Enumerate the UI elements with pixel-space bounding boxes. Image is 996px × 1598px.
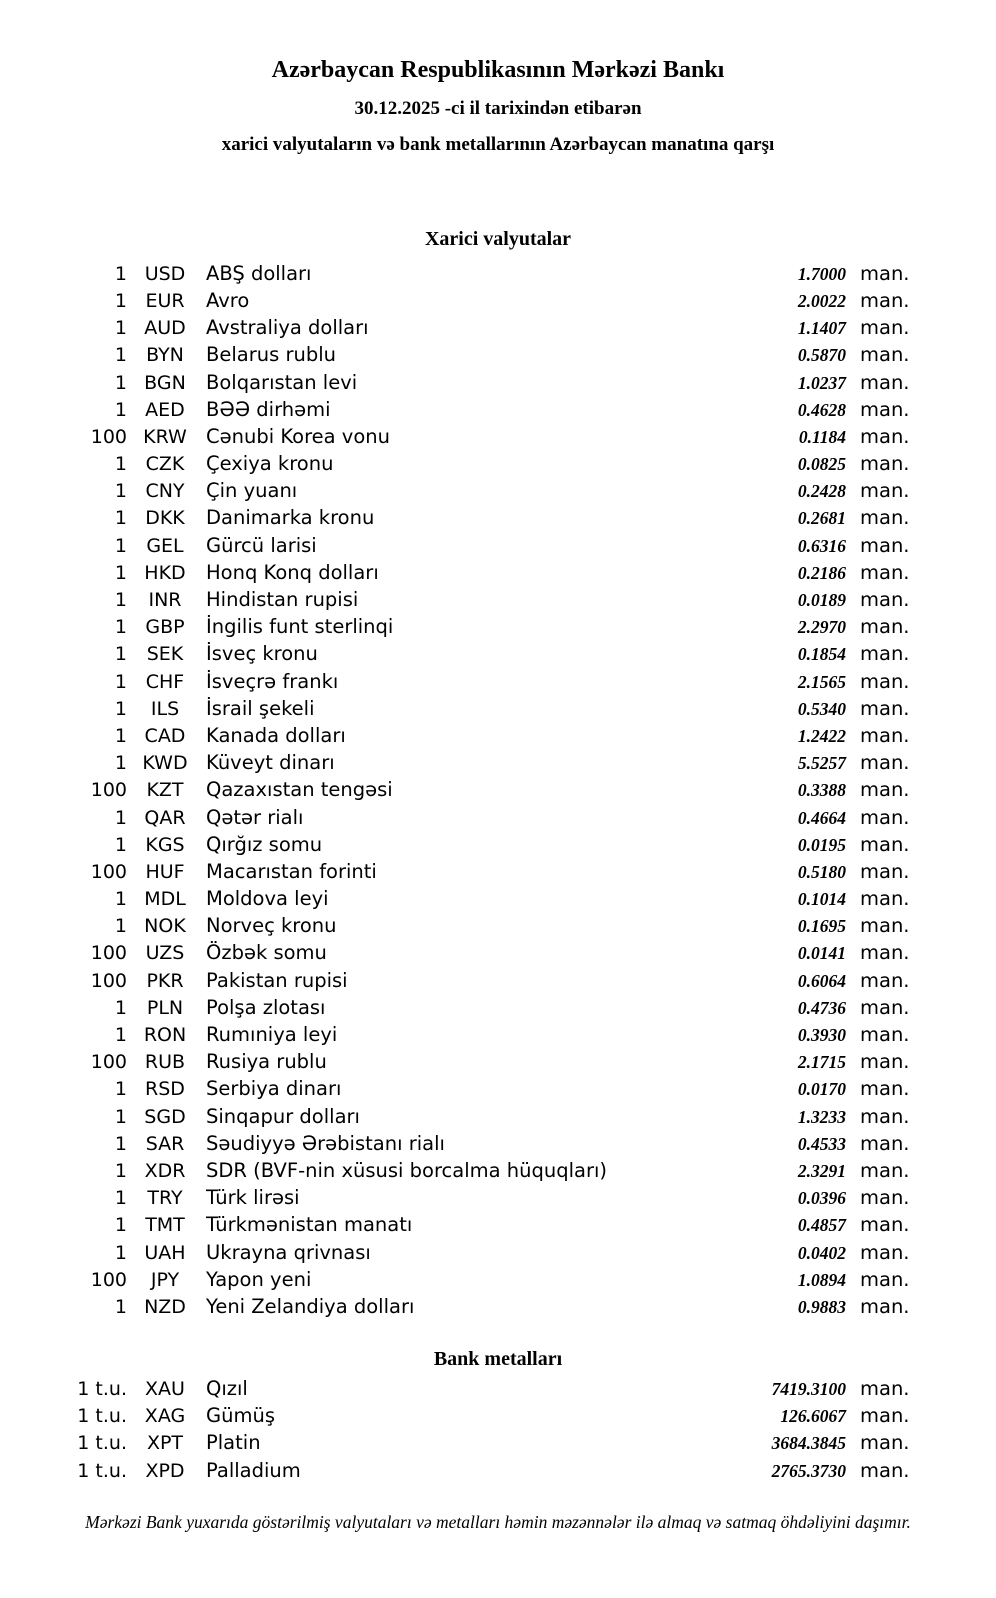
currency-name: İngilis funt sterlinqi [206, 615, 394, 639]
rate-value: 0.5870 [797, 345, 846, 366]
rate-value: 1.1407 [797, 318, 846, 339]
rate-row [60, 1429, 912, 1456]
currency-code: RSD [145, 1078, 185, 1101]
currency-code: AED [145, 398, 185, 421]
rate-value: 2.1715 [797, 1052, 846, 1073]
quantity: 1 [114, 752, 127, 775]
rate-row [60, 1075, 912, 1102]
currency-code: XAG [144, 1405, 186, 1428]
rate-row [60, 939, 912, 966]
rate-value: 0.0141 [797, 943, 846, 964]
manat-unit: man. [860, 778, 910, 802]
currency-code: KWD [142, 752, 188, 775]
rate-row [60, 1130, 912, 1157]
quantity: 100 [90, 1051, 127, 1074]
currency-name: ABŞ dolları [206, 261, 312, 285]
currency-code: CZK [145, 453, 185, 476]
rate-row [60, 1048, 912, 1075]
currency-name: Bolqarıstan levi [206, 370, 358, 394]
rate-value: 3684.3845 [771, 1433, 846, 1454]
rate-value: 0.4857 [797, 1215, 846, 1236]
rate-value: 7419.3100 [771, 1379, 846, 1400]
metals-section [0, 1348, 996, 1484]
rate-value: 0.2681 [797, 508, 846, 529]
currency-name: Çin yuanı [206, 479, 298, 503]
manat-unit: man. [860, 805, 910, 829]
quantity: 1 [114, 534, 127, 557]
rate-row [60, 504, 912, 531]
currency-code: KZT [146, 779, 184, 802]
manat-unit: man. [860, 1131, 910, 1155]
rate-value: 2765.3730 [771, 1460, 846, 1481]
quantity: 1 [114, 453, 127, 476]
rate-row [60, 776, 912, 803]
manat-unit: man. [860, 615, 910, 639]
rate-row [60, 341, 912, 368]
currency-code: USD [144, 262, 186, 285]
quantity: 1 t.u. [77, 1378, 127, 1401]
manat-unit: man. [860, 1213, 910, 1237]
currency-name: Kanada dolları [206, 723, 346, 747]
rate-row [60, 722, 912, 749]
rate-row [60, 967, 912, 994]
currency-name: BƏƏ dirhəmi [206, 397, 331, 421]
quantity: 1 [114, 1159, 127, 1182]
manat-unit: man. [860, 370, 910, 394]
quantity: 1 t.u. [77, 1405, 127, 1428]
rate-value: 0.5180 [797, 861, 846, 882]
rate-row [60, 369, 912, 396]
rate-row [60, 994, 912, 1021]
manat-unit: man. [860, 723, 910, 747]
currency-name: Küveyt dinarı [206, 751, 335, 775]
rate-value: 126.6067 [780, 1406, 846, 1427]
quantity: 100 [90, 942, 127, 965]
currency-name: Ukrayna qrivnası [206, 1240, 371, 1264]
quantity: 1 [114, 724, 127, 747]
quantity: 1 [114, 1105, 127, 1128]
manat-unit: man. [860, 452, 910, 476]
document-subtitle: xarici valyutaların və bank metallarının Azərbaycan manatına qarşı [221, 133, 775, 155]
rate-value: 0.4628 [797, 399, 846, 420]
quantity: 1 [114, 806, 127, 829]
quantity: 100 [90, 969, 127, 992]
currency-code: DKK [145, 507, 185, 530]
currency-name: İsveç kronu [206, 642, 318, 666]
quantity: 1 [114, 643, 127, 666]
effective-date-line: 30.12.2025 -ci il tarixindən etibarən [354, 97, 642, 119]
currency-code: BYN [146, 344, 184, 367]
quantity: 100 [90, 779, 127, 802]
document-header [0, 0, 996, 156]
manat-unit: man. [860, 1186, 910, 1210]
rate-row [60, 1157, 912, 1184]
currency-name: Səudiyyə Ərəbistanı rialı [206, 1131, 445, 1155]
quantity: 1 [114, 996, 127, 1019]
currency-name: Cənubi Korea vonu [206, 424, 390, 448]
currency-name: Macarıstan forinti [206, 859, 377, 883]
currency-code: PKR [146, 969, 184, 992]
manat-unit: man. [860, 1431, 910, 1455]
currency-code: SEK [146, 643, 184, 666]
rate-row [60, 559, 912, 586]
rate-row [60, 1103, 912, 1130]
currencies-section [0, 228, 996, 1320]
manat-unit: man. [860, 1294, 910, 1318]
currency-name: Çexiya kronu [206, 452, 334, 476]
rate-value: 2.1565 [797, 671, 846, 692]
rate-value: 0.3930 [797, 1025, 846, 1046]
metals-section-title: Bank metalları [433, 1348, 563, 1371]
currency-name: Qətər rialı [206, 805, 304, 829]
manat-unit: man. [860, 533, 910, 557]
rate-value: 0.0396 [797, 1188, 846, 1209]
manat-unit: man. [860, 1267, 910, 1291]
rate-row [60, 287, 912, 314]
rate-row [60, 749, 912, 776]
currency-name: Moldova leyi [206, 887, 329, 911]
currency-code: MDL [144, 888, 186, 911]
currency-name: Türk lirəsi [206, 1186, 300, 1210]
rate-row [60, 695, 912, 722]
rate-row [60, 613, 912, 640]
currency-code: TMT [145, 1214, 185, 1237]
manat-unit: man. [860, 397, 910, 421]
currency-rate-table [0, 260, 996, 1320]
manat-unit: man. [860, 588, 910, 612]
quantity: 1 [114, 1078, 127, 1101]
quantity: 1 [114, 289, 127, 312]
rate-row [60, 1293, 912, 1320]
manat-unit: man. [860, 1023, 910, 1047]
currency-name: Belarus rublu [206, 343, 337, 367]
quantity: 1 [114, 833, 127, 856]
currency-name: Rusiya rublu [206, 1050, 327, 1074]
manat-unit: man. [860, 859, 910, 883]
manat-unit: man. [860, 914, 910, 938]
manat-unit: man. [860, 288, 910, 312]
currency-name: Avstraliya dolları [206, 316, 369, 340]
manat-unit: man. [860, 1377, 910, 1401]
rate-row [60, 668, 912, 695]
rate-value: 1.0237 [797, 372, 846, 393]
currency-code: GBP [145, 616, 185, 639]
currency-name: Gürcü larisi [206, 533, 317, 557]
currency-code: CNY [145, 480, 185, 503]
manat-unit: man. [860, 1050, 910, 1074]
manat-unit: man. [860, 642, 910, 666]
currency-name: Norveç kronu [206, 914, 337, 938]
quantity: 1 [114, 697, 127, 720]
currency-code: RUB [144, 1051, 186, 1074]
quantity: 1 [114, 561, 127, 584]
currency-name: Platin [206, 1431, 261, 1455]
rate-row [60, 1239, 912, 1266]
quantity: 1 [114, 589, 127, 612]
rate-row [60, 396, 912, 423]
rate-value: 2.3291 [797, 1160, 846, 1181]
manat-unit: man. [860, 669, 910, 693]
currency-code: HUF [145, 860, 185, 883]
quantity: 1 t.u. [77, 1432, 127, 1455]
manat-unit: man. [860, 261, 910, 285]
rate-row [60, 858, 912, 885]
currency-code: QAR [144, 806, 186, 829]
rate-value: 0.1695 [797, 916, 846, 937]
manat-unit: man. [860, 751, 910, 775]
rate-row [60, 1375, 912, 1402]
currencies-section-title: Xarici valyutalar [424, 227, 572, 250]
currency-name: Sinqapur dolları [206, 1104, 360, 1128]
currency-code: BGN [144, 371, 186, 394]
rate-row [60, 1402, 912, 1429]
rate-row [60, 1266, 912, 1293]
rate-row [60, 1184, 912, 1211]
rate-row [60, 450, 912, 477]
rate-value: 0.0195 [797, 834, 846, 855]
currency-code: UZS [145, 942, 185, 965]
rate-row [60, 640, 912, 667]
rate-value: 2.0022 [797, 290, 846, 311]
currency-name: Palladium [206, 1458, 301, 1482]
rate-value: 0.0825 [797, 454, 846, 475]
manat-unit: man. [860, 832, 910, 856]
currency-code: INR [148, 589, 182, 612]
currency-name: İsveçrə frankı [206, 669, 339, 693]
rate-row [60, 1457, 912, 1484]
quantity: 100 [90, 425, 127, 448]
rate-row [60, 423, 912, 450]
currency-code: XDR [144, 1159, 186, 1182]
manat-unit: man. [860, 560, 910, 584]
manat-unit: man. [860, 1458, 910, 1482]
manat-unit: man. [860, 1077, 910, 1101]
manat-unit: man. [860, 968, 910, 992]
rate-value: 0.1014 [797, 889, 846, 910]
quantity: 1 [114, 507, 127, 530]
rate-row [60, 314, 912, 341]
manat-unit: man. [860, 424, 910, 448]
currency-code: NZD [144, 1295, 186, 1318]
currency-code: HKD [144, 561, 186, 584]
currency-code: CHF [145, 670, 185, 693]
metal-rate-table [0, 1375, 996, 1484]
rate-row [60, 477, 912, 504]
currency-code: CAD [144, 724, 186, 747]
currency-name: Honq Konq dolları [206, 560, 379, 584]
quantity: 1 [114, 616, 127, 639]
quantity: 1 [114, 1295, 127, 1318]
currency-code: ILS [150, 697, 180, 720]
rate-value: 0.5340 [797, 698, 846, 719]
quantity: 1 [114, 915, 127, 938]
rate-value: 0.1854 [797, 644, 846, 665]
manat-unit: man. [860, 316, 910, 340]
rate-value: 1.7000 [797, 263, 846, 284]
rate-value: 1.3233 [797, 1106, 846, 1127]
currency-code: XPT [146, 1432, 184, 1455]
rate-row [60, 532, 912, 559]
manat-unit: man. [860, 343, 910, 367]
rate-value: 2.2970 [797, 617, 846, 638]
rate-row [60, 885, 912, 912]
quantity: 1 [114, 398, 127, 421]
currency-code: RON [143, 1024, 187, 1047]
obligation-note: Mərkəzi Bank yuxarıda göstərilmiş valyutaları və metalları həmin məzənnələr ilə almaq və satmaq öhdəliyini daşımır. [85, 1511, 911, 1532]
manat-unit: man. [860, 696, 910, 720]
currency-name: Rumıniya leyi [206, 1023, 338, 1047]
rate-value: 0.2428 [797, 481, 846, 502]
bank-title: Azərbaycan Respublikasının Mərkəzi Bankı [271, 57, 725, 83]
quantity: 1 t.u. [77, 1459, 127, 1482]
rate-value: 0.6316 [797, 535, 846, 556]
manat-unit: man. [860, 1404, 910, 1428]
rate-value: 0.4736 [797, 997, 846, 1018]
rate-value: 1.2422 [797, 725, 846, 746]
currency-code: GEL [146, 534, 184, 557]
rate-row [60, 1211, 912, 1238]
currency-name: Gümüş [206, 1404, 275, 1428]
manat-unit: man. [860, 887, 910, 911]
currency-name: Yeni Zelandiya dolları [206, 1294, 415, 1318]
rate-value: 0.4533 [797, 1133, 846, 1154]
quantity: 1 [114, 344, 127, 367]
currency-name: Qazaxıstan tengəsi [206, 778, 393, 802]
currency-code: JPY [150, 1268, 180, 1291]
currency-code: SGD [144, 1105, 186, 1128]
quantity: 1 [114, 670, 127, 693]
currency-code: KGS [145, 833, 185, 856]
manat-unit: man. [860, 1104, 910, 1128]
currency-code: AUD [144, 317, 186, 340]
currency-name: SDR (BVF-nin xüsusi borcalma hüquqları) [206, 1158, 608, 1182]
quantity: 1 [114, 1241, 127, 1264]
quantity: 1 [114, 1214, 127, 1237]
currency-name: Avro [206, 288, 250, 312]
rate-row [60, 831, 912, 858]
rate-value: 1.0894 [797, 1269, 846, 1290]
quantity: 1 [114, 371, 127, 394]
rate-row [60, 586, 912, 613]
currency-code: TRY [147, 1187, 183, 1210]
currency-name: Polşa zlotası [206, 995, 326, 1019]
manat-unit: man. [860, 995, 910, 1019]
rate-row [60, 260, 912, 287]
rate-value: 0.4664 [797, 807, 846, 828]
currency-name: Serbiya dinarı [206, 1077, 342, 1101]
quantity: 1 [114, 1187, 127, 1210]
currency-code: UAH [144, 1241, 186, 1264]
currency-code: XPD [145, 1459, 185, 1482]
quantity: 100 [90, 1268, 127, 1291]
rate-value: 0.0189 [797, 590, 846, 611]
manat-unit: man. [860, 479, 910, 503]
currency-name: İsrail şekeli [206, 696, 315, 720]
currency-name: Türkmənistan manatı [206, 1213, 413, 1237]
currency-name: Qızıl [206, 1377, 248, 1401]
currency-name: Özbək somu [206, 941, 327, 965]
currency-name: Yapon yeni [206, 1267, 312, 1291]
rate-value: 0.9883 [797, 1296, 846, 1317]
currency-code: NOK [144, 915, 186, 938]
rate-value: 0.2186 [797, 562, 846, 583]
currency-code: KRW [143, 425, 187, 448]
quantity: 1 [114, 1132, 127, 1155]
currency-name: Hindistan rupisi [206, 588, 359, 612]
quantity: 100 [90, 860, 127, 883]
manat-unit: man. [860, 941, 910, 965]
quantity: 1 [114, 262, 127, 285]
manat-unit: man. [860, 1158, 910, 1182]
rate-row [60, 1021, 912, 1048]
manat-unit: man. [860, 506, 910, 530]
currency-name: Danimarka kronu [206, 506, 375, 530]
quantity: 1 [114, 480, 127, 503]
rate-row [60, 912, 912, 939]
manat-unit: man. [860, 1240, 910, 1264]
quantity: 1 [114, 1024, 127, 1047]
rate-value: 0.1184 [798, 426, 846, 447]
currency-code: XAU [145, 1378, 185, 1401]
rate-value: 5.5257 [797, 753, 846, 774]
currency-code: PLN [146, 996, 184, 1019]
rate-value: 0.6064 [797, 970, 846, 991]
currency-code: SAR [145, 1132, 185, 1155]
rate-value: 0.0402 [797, 1242, 846, 1263]
currency-name: Qırğız somu [206, 832, 323, 856]
quantity: 1 [114, 888, 127, 911]
currency-name: Pakistan rupisi [206, 968, 348, 992]
quantity: 1 [114, 317, 127, 340]
rate-value: 0.0170 [797, 1079, 846, 1100]
rate-value: 0.3388 [797, 780, 846, 801]
currency-code: EUR [145, 289, 185, 312]
rate-row [60, 804, 912, 831]
